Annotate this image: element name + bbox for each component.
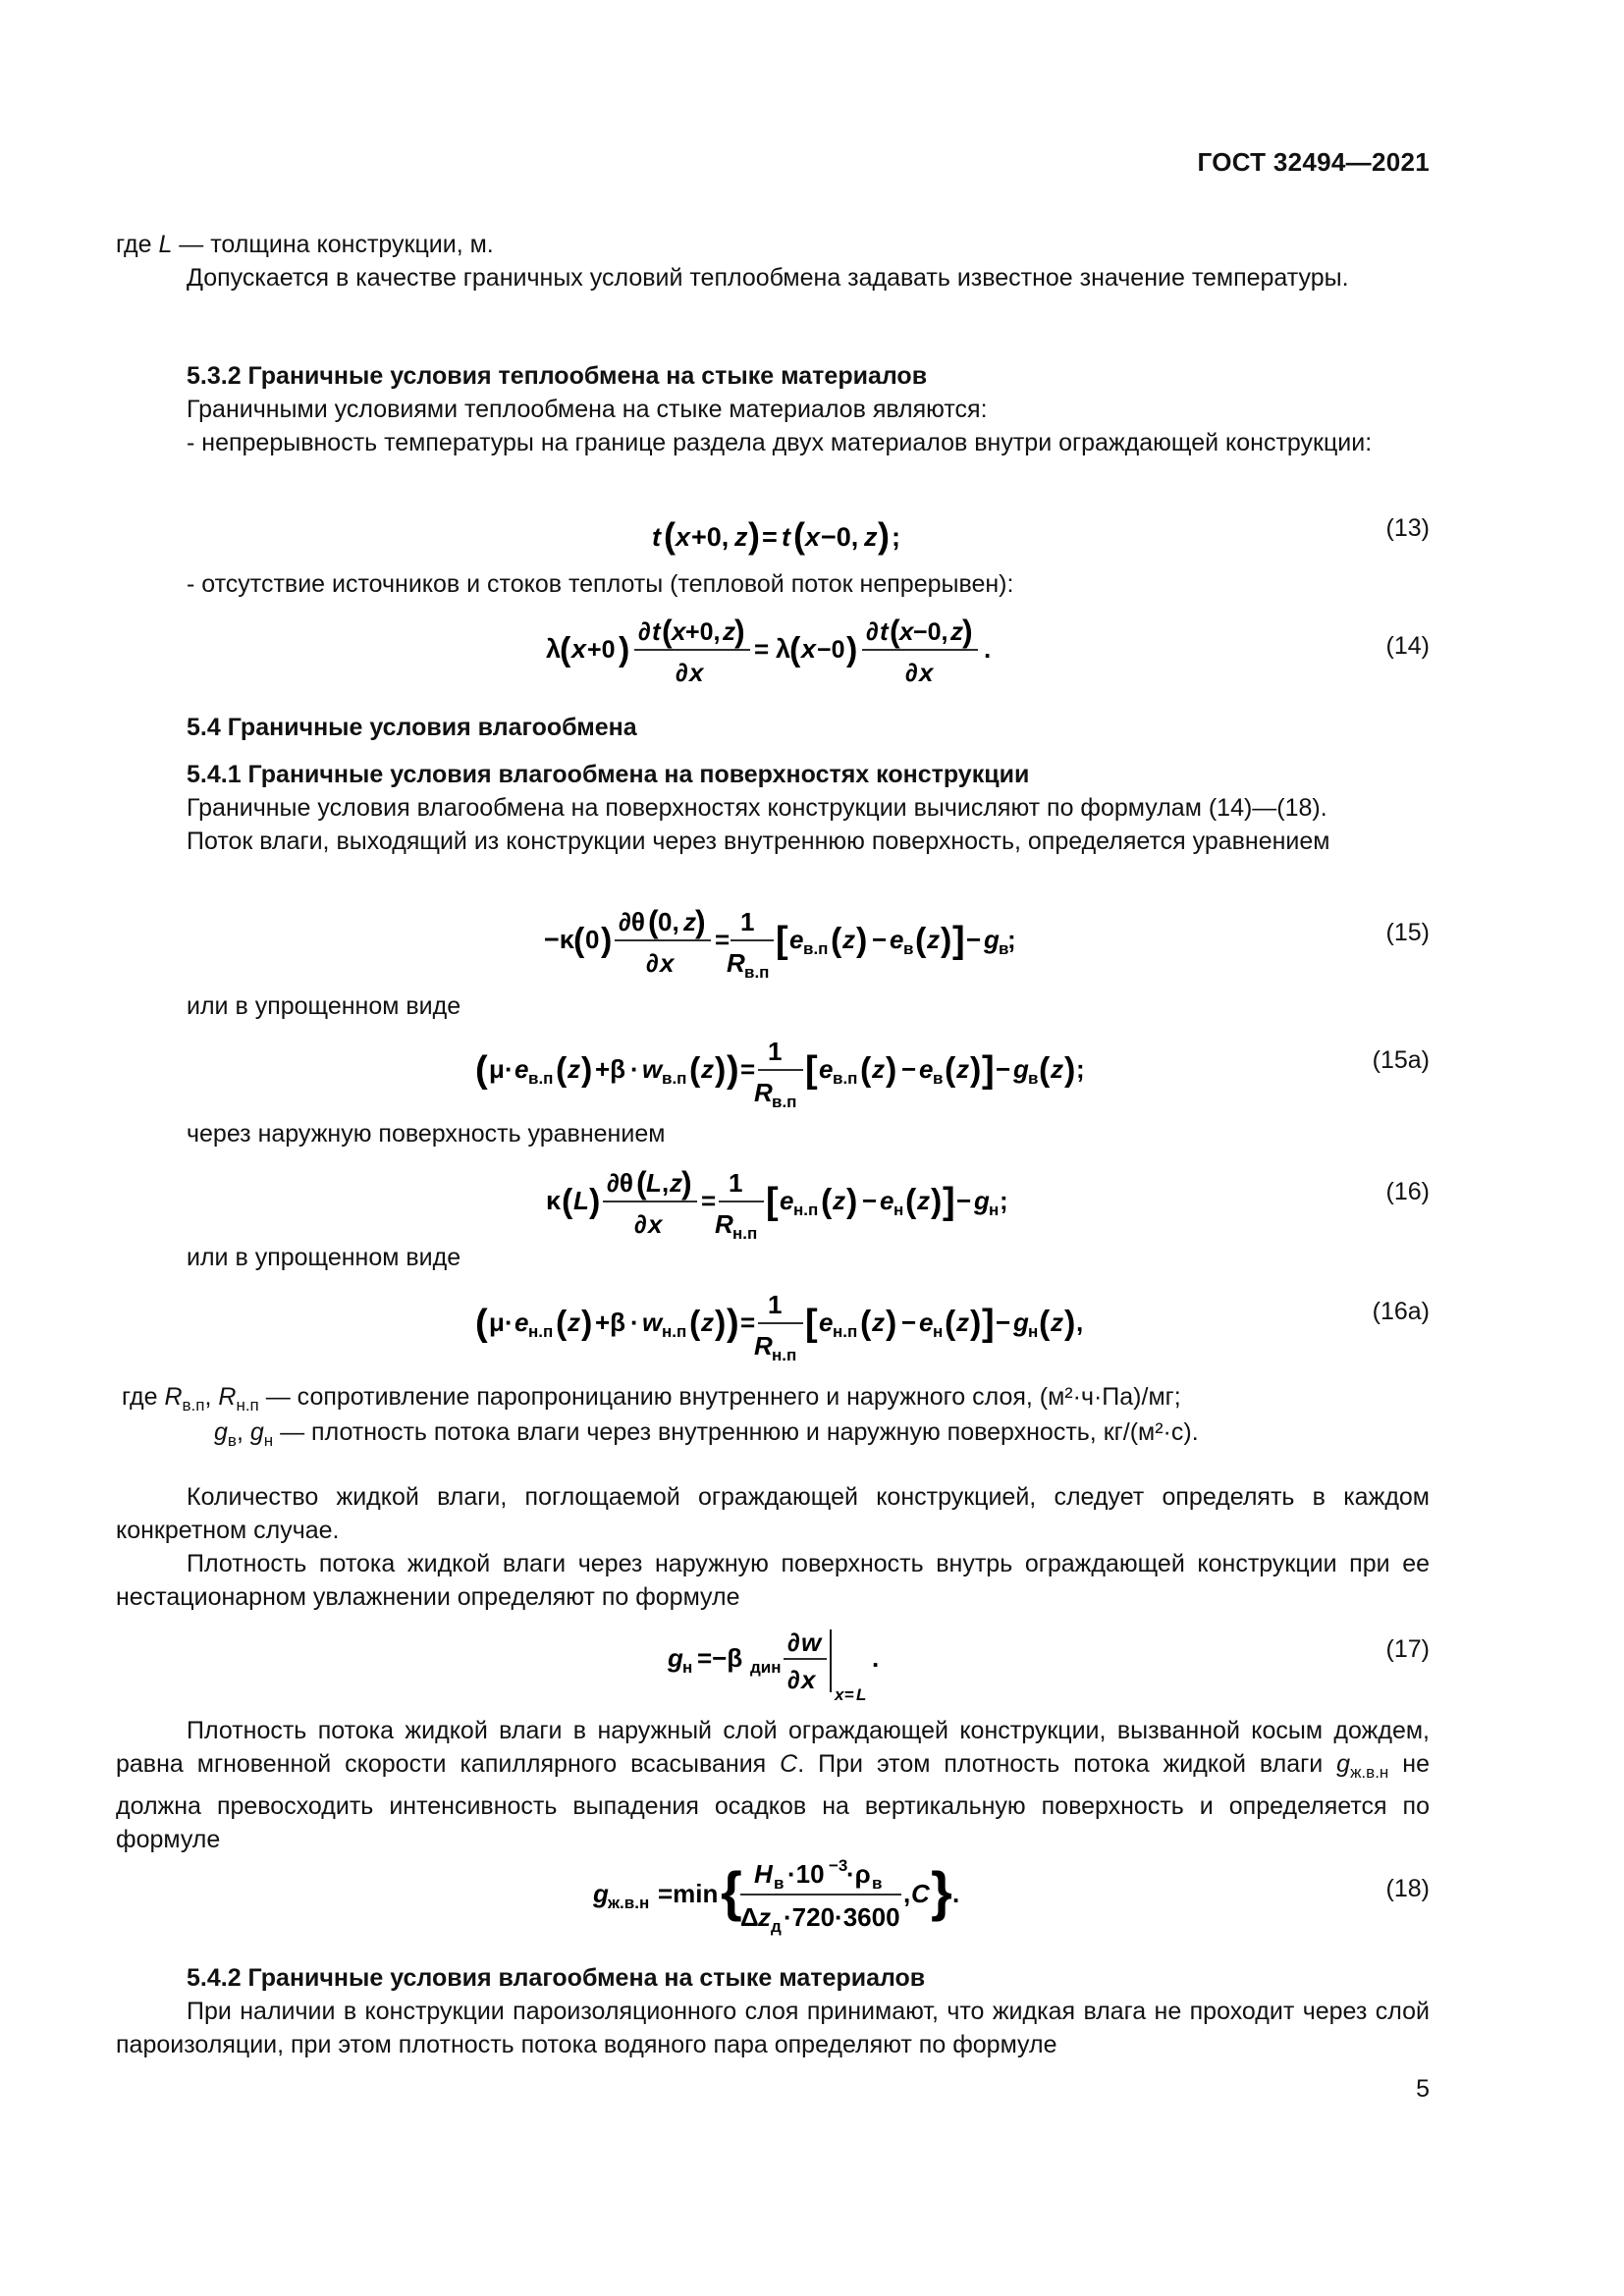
svg-text:z: z (568, 1054, 580, 1084)
svg-text:): ) (581, 1051, 593, 1089)
svg-text:(: ( (789, 631, 801, 668)
svg-text:+β: +β (595, 1308, 626, 1337)
svg-text:): ) (715, 1305, 727, 1342)
svg-text:z: z (670, 1168, 682, 1198)
svg-text:z: z (950, 616, 963, 646)
svg-text:): ) (846, 631, 858, 668)
svg-text:∂: ∂ (787, 1665, 800, 1694)
svg-text:w: w (642, 1054, 663, 1084)
svg-text:+0,: +0, (691, 522, 730, 552)
svg-text:x: x (899, 616, 914, 646)
svg-text:·: · (505, 1054, 514, 1084)
svg-text:x: x (660, 948, 675, 978)
svg-text:в.п: в.п (803, 939, 829, 958)
svg-text:в: в (872, 1874, 883, 1893)
svg-text:): ) (581, 1305, 593, 1342)
equation-18-number: (18) (1385, 1875, 1430, 1902)
svg-text:): ) (962, 614, 973, 649)
svg-text:R: R (754, 1331, 773, 1361)
svg-text:z: z (956, 1054, 969, 1084)
svg-text:z: z (723, 616, 735, 646)
svg-text:в.п: в.п (662, 1069, 687, 1088)
svg-text:−: − (901, 1308, 917, 1337)
svg-text:z: z (1051, 1054, 1063, 1084)
svg-text:): ) (601, 922, 613, 959)
svg-text:=: = (740, 1054, 756, 1084)
svg-text:=: = (844, 1685, 854, 1704)
svg-text:R: R (727, 948, 745, 978)
density-paragraph: Плотность потока жидкой влаги через наружную поверхность внутрь ограждающей конструкции при ее нестационарном увлажнении определяют по формуле (116, 1550, 1430, 1611)
svg-text:t: t (652, 616, 661, 646)
equation-15a-number: (15а) (1372, 1046, 1430, 1074)
svg-text:(: ( (562, 1183, 573, 1220)
svg-text:(: ( (793, 515, 805, 556)
svg-text:λ: λ (776, 634, 791, 664)
svg-text:x: x (672, 616, 686, 646)
svg-text:−: − (872, 925, 888, 954)
svg-text:g: g (1013, 1054, 1029, 1084)
svg-text:): ) (931, 1183, 943, 1220)
where-L-pre: где (116, 231, 159, 258)
equation-15a (475, 1033, 1084, 1122)
svg-text:z: z (927, 925, 940, 954)
svg-text:,: , (1076, 1308, 1084, 1337)
svg-text:t: t (880, 616, 889, 646)
page-number: 5 (1416, 2075, 1430, 2103)
svg-text:н: н (933, 1322, 944, 1341)
section-5-4-2-p1: При наличии в конструкции пароизоляционного слоя принимают, что жидкая влага не проходит через слой пароизоляции, при этом плотность потока водяного пара определяют по формуле (116, 1998, 1430, 2058)
svg-text:R: R (754, 1078, 773, 1107)
svg-text:(: ( (560, 631, 571, 668)
equation-15 (544, 903, 1015, 992)
svg-text:(: ( (689, 1051, 701, 1089)
svg-text:): ) (589, 1183, 601, 1220)
svg-text:(: ( (1039, 1305, 1051, 1342)
svg-text:=−β: =−β (697, 1643, 743, 1673)
svg-text:н: н (1028, 1322, 1039, 1341)
svg-text:1: 1 (729, 1168, 743, 1198)
svg-text:−0,: −0, (913, 618, 948, 646)
svg-text:(: ( (475, 1303, 488, 1344)
svg-text:(: ( (573, 922, 585, 959)
svg-text:·: · (630, 1308, 639, 1337)
section-5-4-2-title: 5.4.2 Граничные условия влагообмена на стыке материалов (187, 1964, 926, 1992)
svg-text:н.п: н.п (732, 1224, 758, 1243)
svg-text:(: ( (890, 614, 900, 649)
svg-text:Δ: Δ (740, 1902, 759, 1932)
svg-text:в.п: в.п (833, 1069, 858, 1088)
svg-text:0,: 0, (658, 907, 679, 936)
svg-text:(: ( (689, 1305, 701, 1342)
svg-text:): ) (727, 1049, 739, 1091)
svg-text:): ) (748, 515, 760, 556)
svg-text:·: · (630, 1054, 639, 1084)
svg-text:e: e (780, 1186, 794, 1215)
svg-text:}: } (931, 1860, 952, 1922)
svg-text:H: H (754, 1859, 773, 1889)
svg-text:−0,: −0, (821, 522, 859, 552)
svg-text:н.п: н.п (528, 1322, 554, 1341)
svg-text:н: н (893, 1201, 904, 1219)
svg-text:e: e (919, 1308, 934, 1337)
svg-text:z: z (833, 1186, 845, 1215)
svg-text:e: e (819, 1308, 834, 1337)
equation-16a (475, 1286, 1084, 1375)
where-g-text: — плотность потока влаги через внутреннюю и наружную поверхность, кг/(м²·с). (273, 1418, 1199, 1446)
svg-text:g: g (1013, 1308, 1029, 1337)
svg-text:e: e (514, 1308, 529, 1337)
simplified-form-2: или в упрощенном виде (187, 1244, 461, 1271)
svg-text:в.п: в.п (772, 1093, 797, 1111)
equation-16a-number: (16а) (1372, 1298, 1430, 1325)
svg-text:): ) (715, 1051, 727, 1089)
svg-text:+0,: +0, (685, 618, 721, 646)
svg-text:д: д (771, 1917, 782, 1936)
where-g-line: $g_в$, $g_н$ — плотность потока влаги через внутреннюю и наружную поверхность, кг/(м²·с). (214, 1418, 1199, 1450)
liquid-paragraph: Количество жидкой влаги, поглощаемой ограждающей конструкцией, следует определять в каждом конкретном случае. (116, 1483, 1430, 1544)
svg-text:,: , (903, 1879, 911, 1908)
svg-text:g: g (668, 1643, 683, 1673)
equation-17 (668, 1626, 893, 1715)
equation-16-number: (16) (1385, 1178, 1430, 1205)
svg-text:1: 1 (768, 1037, 783, 1066)
svg-text:): ) (878, 515, 890, 556)
svg-text:x: x (676, 522, 691, 552)
svg-text:w: w (642, 1308, 663, 1337)
equation-13-number: (13) (1385, 514, 1430, 542)
svg-text:(: ( (821, 1183, 833, 1220)
svg-text:.: . (984, 634, 992, 664)
svg-text:g: g (974, 1186, 990, 1215)
svg-text:x: x (571, 634, 587, 664)
svg-text:н.п: н.п (772, 1346, 797, 1364)
svg-text:в: в (774, 1874, 785, 1893)
svg-text:н.п: н.п (833, 1322, 858, 1341)
svg-text:н: н (989, 1201, 1000, 1219)
svg-text:в: в (1028, 1069, 1039, 1088)
svg-text:t: t (652, 522, 661, 552)
svg-text:[: [ (805, 1303, 818, 1344)
svg-text:−: − (901, 1054, 917, 1084)
svg-text:x: x (835, 1685, 844, 1704)
svg-text:−3: −3 (829, 1857, 848, 1875)
svg-text:κ: κ (546, 1186, 562, 1215)
svg-text:.: . (952, 1879, 960, 1908)
svg-text:=: = (701, 1186, 717, 1215)
svg-text:ж.в.н: ж.в.н (608, 1894, 650, 1912)
equation-18 (593, 1857, 966, 1952)
svg-text:e: e (880, 1186, 894, 1215)
standard-header: ГОСТ 32494—2021 (1197, 147, 1430, 177)
svg-text:e: e (789, 925, 804, 954)
svg-text:(: ( (945, 1305, 956, 1342)
allowed-paragraph: Допускается в качестве граничных условий теплообмена задавать известное значение температуры. (187, 264, 1349, 292)
equation-13 (652, 514, 907, 564)
svg-text:z: z (701, 1054, 714, 1084)
svg-text:(: ( (556, 1305, 568, 1342)
svg-text:): ) (727, 1303, 739, 1344)
svg-text:]: ] (943, 1181, 955, 1222)
svg-text:): ) (1064, 1051, 1076, 1089)
svg-text:в.п: в.п (528, 1069, 554, 1088)
equation-15-number: (15) (1385, 919, 1430, 946)
svg-text:;: ; (1007, 925, 1015, 954)
where-L-post: — толщина конструкции, м. (172, 231, 494, 258)
svg-text:[: [ (766, 1181, 779, 1222)
svg-text:(: ( (556, 1051, 568, 1089)
where-L-paragraph (116, 228, 1430, 261)
svg-text:): ) (681, 1165, 692, 1201)
svg-text:[: [ (805, 1049, 818, 1091)
svg-text:=: = (715, 925, 731, 954)
svg-text:∂: ∂ (638, 616, 651, 646)
svg-text:∂: ∂ (905, 658, 918, 687)
svg-text:в: в (903, 939, 914, 958)
svg-text:н.п: н.п (662, 1322, 687, 1341)
svg-text:·: · (505, 1308, 514, 1337)
svg-text:−: − (956, 1186, 972, 1215)
svg-text:z: z (872, 1308, 885, 1337)
svg-text:(: ( (915, 922, 927, 959)
svg-text:=: = (754, 634, 770, 664)
section-5-3-2-item1: - непрерывность температуры на границе раздела двух материалов внутри ограждающей конструкции: (187, 429, 1373, 456)
svg-text:z: z (1051, 1308, 1063, 1337)
svg-text:н.п: н.п (793, 1201, 819, 1219)
svg-text:w: w (801, 1628, 822, 1657)
svg-text:;: ; (892, 522, 900, 552)
svg-text:(: ( (860, 1051, 872, 1089)
svg-text:(: ( (831, 922, 842, 959)
svg-text:(: ( (475, 1049, 488, 1091)
svg-text:·10: ·10 (787, 1859, 825, 1889)
section-5-3-2-title: 5.3.2 Граничные условия теплообмена на стыке материалов (187, 362, 928, 390)
where-L-symbol: L (158, 231, 173, 258)
outer-surface-text: через наружную поверхность уравнением (187, 1120, 666, 1148)
svg-text:;: ; (1076, 1054, 1084, 1084)
svg-text:∂: ∂ (866, 616, 879, 646)
svg-text:z: z (683, 907, 696, 936)
svg-text:−: − (862, 1186, 878, 1215)
svg-text:): ) (970, 1305, 982, 1342)
svg-text:в: в (933, 1069, 944, 1088)
section-5-3-2-intro: Граничными условиями теплообмена на стыке материалов являются: (187, 396, 988, 423)
svg-text:(: ( (648, 904, 659, 939)
svg-text:): ) (886, 1305, 897, 1342)
svg-text:∂: ∂ (646, 948, 659, 978)
svg-text:·720·3600: ·720·3600 (784, 1902, 900, 1932)
svg-text:g: g (593, 1879, 609, 1908)
svg-text:,: , (662, 1168, 670, 1198)
svg-text:e: e (919, 1054, 934, 1084)
svg-text:L: L (573, 1186, 589, 1215)
svg-text:.: . (872, 1643, 880, 1673)
svg-text:∂: ∂ (787, 1628, 800, 1657)
svg-text:=: = (740, 1308, 756, 1337)
svg-text:): ) (1064, 1305, 1076, 1342)
svg-text:e: e (890, 925, 904, 954)
svg-text:z: z (917, 1186, 930, 1215)
svg-text:z: z (842, 925, 855, 954)
svg-text:н: н (682, 1658, 693, 1677)
svg-text:∂θ: ∂θ (607, 1168, 633, 1198)
svg-text:λ: λ (546, 634, 562, 664)
svg-text:в.п: в.п (744, 963, 770, 982)
svg-text:x: x (919, 658, 934, 687)
svg-text:+0: +0 (587, 636, 616, 664)
svg-text:x: x (648, 1209, 663, 1239)
svg-text:z: z (872, 1054, 885, 1084)
svg-text:): ) (856, 922, 868, 959)
section-5-3-2-item2: - отсутствие источников и стоков теплоты (тепловой поток непрерывен): (187, 570, 1014, 598)
svg-text:(: ( (664, 515, 676, 556)
equation-17-number: (17) (1385, 1635, 1430, 1663)
svg-text:]: ] (982, 1049, 995, 1091)
section-5-4-1-p2: Поток влаги, выходящий из конструкции через внутреннюю поверхность, определяется уравнением (187, 828, 1330, 855)
svg-text:): ) (734, 614, 745, 649)
svg-text:+β: +β (595, 1054, 626, 1084)
svg-text:∂: ∂ (676, 658, 688, 687)
svg-text:]: ] (982, 1303, 995, 1344)
svg-text:x: x (689, 658, 704, 687)
svg-text:): ) (886, 1051, 897, 1089)
svg-text:;: ; (1000, 1186, 1007, 1215)
svg-text:x: x (801, 634, 817, 664)
where-R-text: — сопротивление паропроницанию внутреннего и наружного слоя, (м²·ч·Па)/мг; (258, 1383, 1181, 1411)
svg-text:z: z (758, 1902, 771, 1932)
svg-text:L: L (856, 1685, 867, 1704)
svg-text:μ: μ (489, 1054, 505, 1084)
svg-text:z: z (568, 1308, 580, 1337)
svg-text:1: 1 (740, 907, 755, 936)
svg-text:x: x (805, 522, 821, 552)
equation-14 (546, 613, 1007, 700)
svg-text:(: ( (905, 1183, 917, 1220)
svg-text:−0: −0 (817, 636, 845, 664)
svg-text:[: [ (776, 920, 788, 961)
section-5-4-title: 5.4 Граничные условия влагообмена (187, 714, 637, 741)
svg-text:): ) (695, 904, 706, 939)
svg-text:−: − (996, 1054, 1011, 1084)
svg-text:): ) (846, 1183, 858, 1220)
svg-text:(: ( (636, 1165, 647, 1201)
svg-text:−κ: −κ (544, 925, 574, 954)
svg-text:): ) (619, 631, 630, 668)
simplified-form-1: или в упрощенном виде (187, 992, 461, 1020)
svg-text:−: − (966, 925, 982, 954)
svg-text:): ) (941, 922, 952, 959)
where-R-pre: где (122, 1383, 165, 1411)
svg-text:e: e (819, 1054, 834, 1084)
svg-text:]: ] (952, 920, 965, 961)
svg-text:(: ( (945, 1051, 956, 1089)
where-R-line: где $R_{в.п}$, $R_{н.п}$ — сопротивление паропроницанию внутреннего и наружного слоя, (м²·ч·Па)/мг; (122, 1383, 1181, 1415)
equation-14-number: (14) (1385, 632, 1430, 660)
svg-text:(: ( (1039, 1051, 1051, 1089)
svg-text:·ρ: ·ρ (846, 1859, 871, 1889)
svg-text:μ: μ (489, 1308, 505, 1337)
svg-text:z: z (956, 1308, 969, 1337)
svg-text:g: g (984, 925, 1000, 954)
svg-text:−: − (996, 1308, 1011, 1337)
svg-text:z: z (701, 1308, 714, 1337)
svg-text:=min: =min (658, 1879, 719, 1908)
svg-text:∂: ∂ (634, 1209, 647, 1239)
svg-text:{: { (721, 1860, 742, 1922)
svg-text:): ) (970, 1051, 982, 1089)
svg-text:C: C (911, 1879, 930, 1908)
svg-text:(: ( (662, 614, 673, 649)
svg-text:e: e (514, 1054, 529, 1084)
svg-text:x: x (801, 1665, 816, 1694)
svg-text:0: 0 (585, 925, 600, 954)
rain-paragraph: Плотность потока жидкой влаги в наружный слой ограждающей конструкции, вызванной косым дождем, равна мгновенной скорости капиллярного всасывания C. При этом плотность потока жидкой влаги $g_{ж.в.н}$ не должна превосходить интенсивность выпадения осадков на вертикальную поверхность и определяется по формуле (116, 1717, 1430, 1853)
svg-text:в: в (999, 939, 1009, 958)
svg-text:дин: дин (750, 1658, 782, 1677)
svg-text:∂θ: ∂θ (619, 907, 645, 936)
svg-text:1: 1 (768, 1290, 783, 1319)
section-5-4-1-title: 5.4.1 Граничные условия влагообмена на поверхностях конструкции (187, 761, 1030, 788)
svg-text:z: z (864, 522, 878, 552)
svg-text:R: R (715, 1209, 733, 1239)
svg-text:z: z (734, 522, 748, 552)
svg-text:=: = (762, 522, 778, 552)
svg-text:t: t (782, 522, 790, 552)
svg-text:(: ( (860, 1305, 872, 1342)
section-5-4-1-p1: Граничные условия влагообмена на поверхностях конструкции вычисляют по формулам (14)—(18). (187, 794, 1327, 822)
svg-text:L: L (646, 1168, 662, 1198)
